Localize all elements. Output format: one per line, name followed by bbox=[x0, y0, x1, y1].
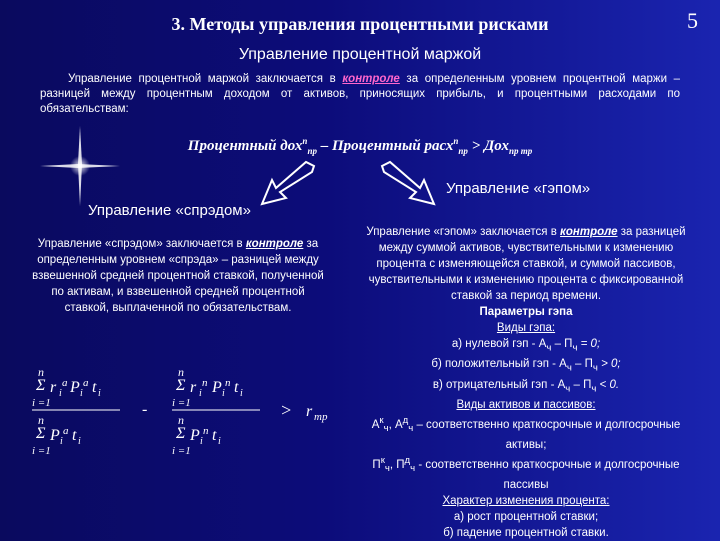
svg-text:i: i bbox=[60, 436, 63, 447]
svg-text:a: a bbox=[63, 425, 69, 437]
svg-text:n: n bbox=[203, 425, 209, 437]
svg-text:Σ: Σ bbox=[176, 377, 186, 394]
svg-text:n: n bbox=[178, 365, 184, 379]
svg-text:i: i bbox=[98, 388, 101, 399]
svg-text:r: r bbox=[50, 379, 57, 396]
svg-text:i: i bbox=[200, 436, 203, 447]
slide-title: 3. Методы управления процентными рисками bbox=[171, 14, 549, 34]
svg-text:t: t bbox=[92, 379, 97, 396]
slide-subtitle: Управление процентной маржой bbox=[238, 46, 482, 63]
arrow-down-left-icon bbox=[258, 160, 318, 210]
svg-text:i: i bbox=[199, 388, 202, 399]
svg-text:P: P bbox=[50, 427, 60, 444]
gap-heading: Управление «гэпом» bbox=[446, 180, 591, 197]
svg-text:i: i bbox=[80, 388, 83, 399]
svg-text:i: i bbox=[59, 388, 62, 399]
gap-zero: а) нулевой гэп - $А_ч - П_ч = 0$; bbox=[451, 338, 601, 354]
svg-text:i: i bbox=[222, 388, 225, 399]
svg-text:i: i bbox=[240, 388, 243, 399]
svg-text:i =1: i =1 bbox=[172, 397, 191, 409]
margin-paragraph: Управление процентной маржой заключается в контроле за определенным уровнем процентной маржи – разницей между процентным доходом от активов, приносящих прибыль, и процентными расходами по обязательствам: bbox=[40, 73, 681, 115]
rate-change-heading: Характер изменения процента: bbox=[442, 495, 610, 508]
assets-line: $А^к_ч$, $А^д_ч$ – соответственно краткосрочные и долгосрочные активы; bbox=[371, 414, 681, 452]
spread-text: Управление «спрэдом» заключается в контроле за определенным уровнем «спрэда» – разницей между взвешенной средней процентной ставкой, полученной по активам, и взвешенной средней процентной ставкой, выплаченной по обязательствам. bbox=[32, 238, 324, 314]
gap-text bbox=[356, 224, 696, 541]
gap-params-heading: Параметры гэпа bbox=[479, 306, 573, 318]
svg-text:n: n bbox=[225, 377, 231, 389]
assets-heading: Виды активов и пассивов: bbox=[456, 398, 596, 411]
svg-text:a: a bbox=[83, 377, 89, 389]
svg-text:a: a bbox=[62, 377, 68, 389]
svg-text:Σ: Σ bbox=[36, 425, 46, 442]
liabilities-line: $П^к_ч$, $П^д_ч$ - соответственно краткосрочные и долгосрочные пассивы bbox=[372, 455, 680, 492]
svg-text:i =1: i =1 bbox=[32, 445, 51, 457]
svg-text:P: P bbox=[212, 379, 222, 396]
svg-text:i =1: i =1 bbox=[32, 397, 51, 409]
sum-upper-n: n bbox=[38, 365, 44, 379]
control-keyword: контроле bbox=[342, 73, 400, 85]
svg-text:P: P bbox=[70, 379, 80, 396]
svg-text:i =1: i =1 bbox=[172, 445, 191, 457]
svg-text:n: n bbox=[38, 413, 44, 427]
svg-text:t: t bbox=[72, 427, 77, 444]
gap-positive: б) положительный гэп - $А_ч - П_ч > 0$; bbox=[431, 358, 621, 374]
svg-text:n: n bbox=[202, 377, 208, 389]
svg-text:t: t bbox=[234, 379, 239, 396]
svg-text:r: r bbox=[306, 403, 313, 420]
greater-sign: > bbox=[280, 400, 293, 420]
svg-text:t: t bbox=[212, 427, 217, 444]
arrow-down-right-icon bbox=[378, 160, 438, 210]
svg-text:r: r bbox=[190, 379, 197, 396]
svg-text:Σ: Σ bbox=[176, 425, 186, 442]
spread-heading: Управление «спрэдом» bbox=[88, 202, 251, 219]
gap-types-heading: Виды гэпа: bbox=[496, 322, 556, 334]
slide-number: 5 bbox=[687, 8, 698, 33]
svg-text:тр: тр bbox=[314, 411, 328, 423]
svg-text:i: i bbox=[78, 436, 81, 447]
svg-text:i: i bbox=[218, 436, 221, 447]
svg-text:P: P bbox=[190, 427, 200, 444]
spread-formula bbox=[28, 362, 348, 472]
minus-sign: - bbox=[142, 401, 148, 418]
margin-formula: Процентный дох$^п_{пр}$ – Процентный расх$^п_{пр}$ > Дох$_{пр тр}$ bbox=[187, 136, 533, 156]
gap-negative: в) отрицательный гэп - $А_ч - П_ч < 0$. bbox=[432, 378, 620, 394]
svg-text:n: n bbox=[178, 413, 184, 427]
sum-sigma: Σ bbox=[36, 377, 46, 394]
rate-increase: а) рост процентной ставки; bbox=[453, 511, 599, 524]
rate-decrease: б) падение процентной ставки. bbox=[443, 527, 609, 540]
gap-description: Управление «гэпом» заключается в контроле за разницей между суммой активов, чувствительными к изменению процента с изменяющейся ставкой, и суммой пассивов, чувствительными к изменению процента с фиксированной ставкой за период времени. bbox=[366, 226, 686, 302]
